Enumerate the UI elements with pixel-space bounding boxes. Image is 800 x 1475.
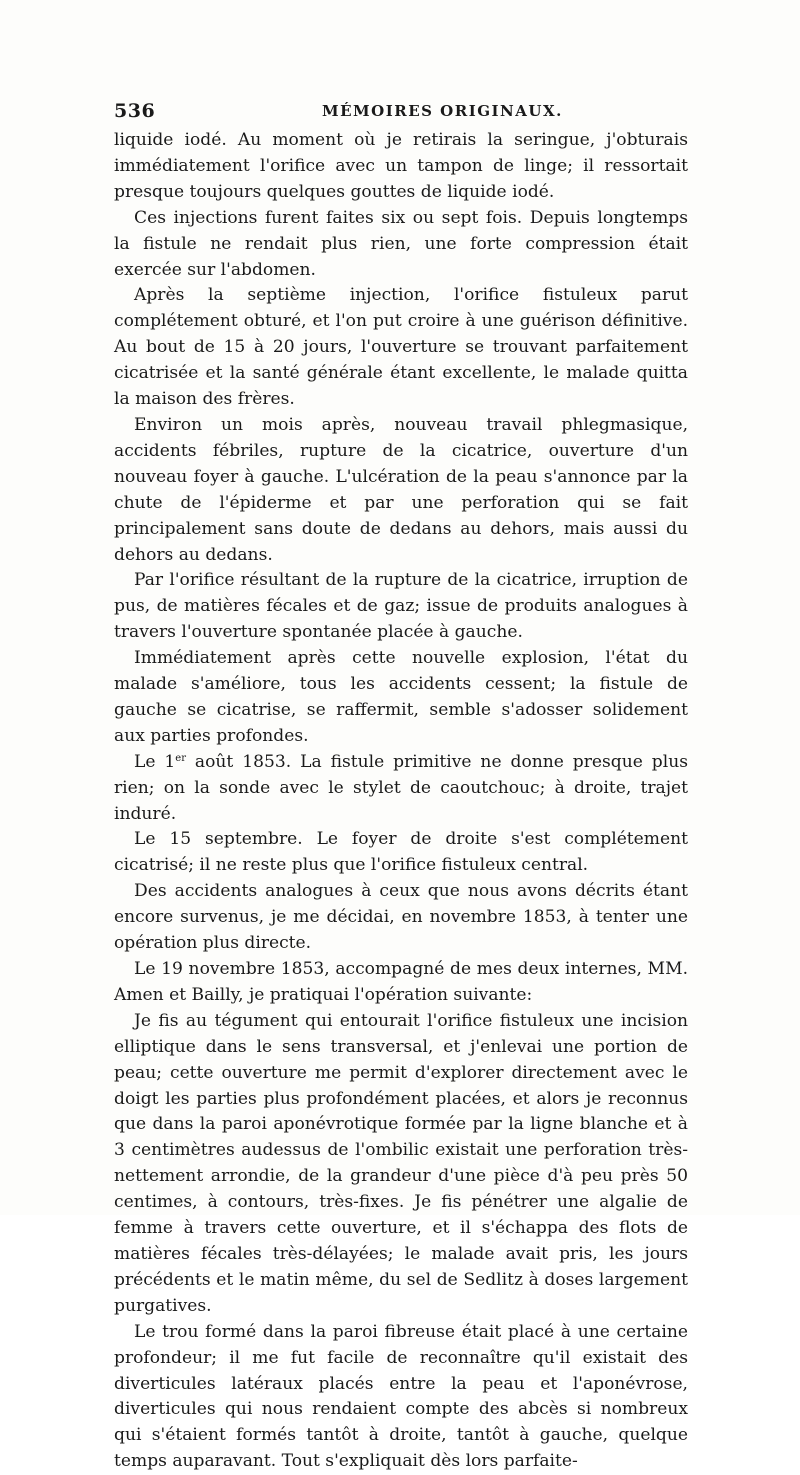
- paragraph: Après la septième injection, l'orifice fistuleux parut complétement obturé, et l'on put croire à une guérison définitive. Au bout de 15 à 20 jours, l'ouverture se trouvant parfaitement cicatrisée et la santé générale étant excellente, le malade quitta la maison des frères.: [114, 285, 688, 410]
- paragraph-text: août 1853. La fistule primitive ne donne presque plus rien; on la sonde avec le stylet de caoutchouc; à droite, trajet induré.: [114, 751, 688, 824]
- page-header: [114, 100, 690, 124]
- date-superscript: er: [175, 752, 186, 764]
- paragraph: Le 19 novembre 1853, accompagné de mes deux internes, MM. Amen et Bailly, je pratiquai l'opération suivante:: [114, 959, 688, 1005]
- page-number: 536: [114, 100, 156, 122]
- paragraph: Le 15 septembre. Le foyer de droite s'est complétement cicatrisé; il ne reste plus que l'orifice fistuleux central.: [114, 829, 688, 876]
- paragraph: Le trou formé dans la paroi fibreuse était placé à une certaine profondeur; il me fut facile de reconnaître qu'il existait des diverticules latéraux placés entre la peau et l'aponévrose, diverticules qui nous rendaient compte des abcès si nombreux qui s'étaient formés tantôt à droite, tantôt à gauche, quelque temps auparavant. Tout s'expliquait dès lors parfaite-: [114, 1321, 688, 1472]
- paragraph: liquide iodé. Au moment où je retirais la seringue, j'obturais immédiatement l'orifice avec un tampon de linge; il ressortait presque toujours quelques gouttes de liquide iodé.: [114, 130, 688, 202]
- paragraph: Immédiatement après cette nouvelle explosion, l'état du malade s'améliore, tous les accidents cessent; la fistule de gauche se cicatrise, se raffermit, semble s'adosser solidement aux parties profondes.: [114, 648, 688, 746]
- paragraph: Ces injections furent faites six ou sept fois. Depuis longtemps la fistule ne rendait plus rien, une forte compression était exercée sur l'abdomen.: [114, 207, 688, 280]
- page-body: [114, 128, 688, 1475]
- running-title: MÉMOIRES ORIGINAUX.: [322, 102, 563, 120]
- paragraph: Je fis au tégument qui entourait l'orifice fistuleux une incision elliptique dans le sens transversal, et j'enlevai une portion de peau; cette ouverture me permit d'explorer directement avec le doigt les parties plus profondément placées, et alors je reconnus que dans la paroi aponévrotique formée par la ligne blanche et à 3 centimètres audessus de l'ombilic existait une perforation très-nettement arrondie, de la grandeur d'une pièce d'à peu près 50 centimes, à contours, très-fixes. Je fis pénétrer une algalie de femme à travers cette ouverture, et il s'échappa des flots de matières fécales très-délayées; le malade avait pris, les jours précédents et le matin même, du sel de Sedlitz à doses largement purgatives.: [114, 1010, 688, 1316]
- paragraph: Environ un mois après, nouveau travail phlegmasique, accidents fébriles, rupture de la cicatrice, ouverture d'un nouveau foyer à gauche. L'ulcération de la peau s'annonce par la chute de l'épiderme et par une perforation qui se fait principalement sans doute de dedans au dehors, mais aussi du dehors au dedans.: [114, 414, 688, 565]
- date-prefix: Le 1: [134, 751, 176, 772]
- paragraph: Par l'orifice résultant de la rupture de la cicatrice, irruption de pus, de matières fécales et de gaz; issue de produits analogues à travers l'ouverture spontanée placée à gauche.: [114, 570, 688, 643]
- paragraph: [114, 750, 688, 828]
- paragraph: Des accidents analogues à ceux que nous avons décrits étant encore survenus, je me décidai, en novembre 1853, à tenter une opération plus directe.: [114, 881, 688, 954]
